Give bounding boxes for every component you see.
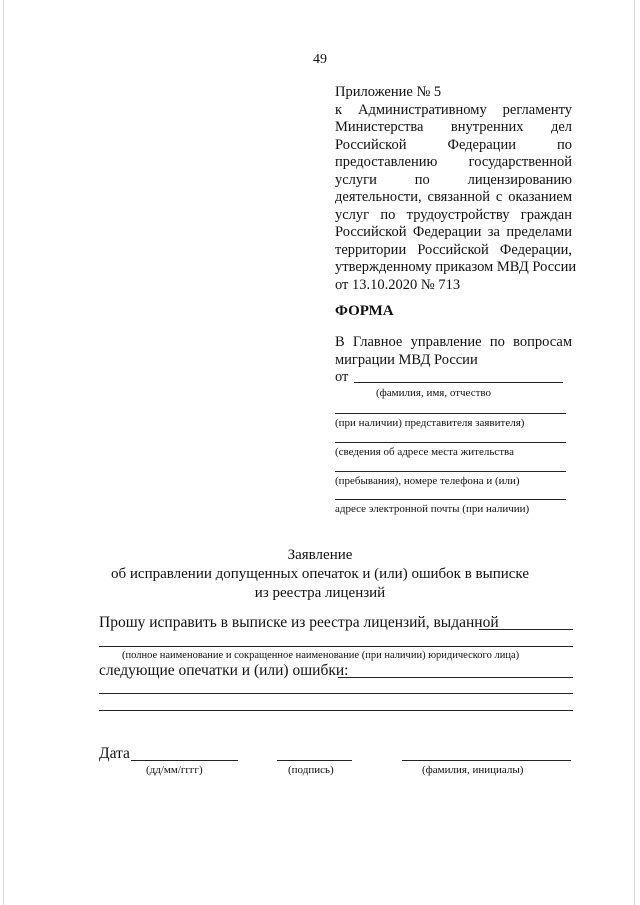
addressee-block xyxy=(335,334,572,369)
address-field[interactable] xyxy=(335,442,566,443)
date-field[interactable] xyxy=(131,760,238,761)
organization-field[interactable] xyxy=(99,646,573,647)
representative-field[interactable] xyxy=(335,413,566,414)
address-caption: (сведения об адресе места жительства xyxy=(335,446,514,458)
appendix-line: предоставлению государственной xyxy=(335,154,572,170)
statement-subtitle: об исправлении допущенных опечаток и (или) ошибок в выписке xyxy=(111,566,529,582)
date-label: Дата xyxy=(99,745,130,762)
appendix-line: деятельности, связанной с оказанием xyxy=(335,189,572,205)
appendix-line: услуги по лицензированию xyxy=(335,171,572,188)
request-text: Прошу исправить в выписке из реестра лицензий, выданной xyxy=(99,614,499,631)
errors-field-line[interactable] xyxy=(99,693,573,694)
organization-caption: (полное наименование и сокращенное наименование (при наличии) юридического лица) xyxy=(122,650,520,661)
signature-field[interactable] xyxy=(277,760,352,761)
errors-field[interactable] xyxy=(338,677,573,678)
phone-caption: (пребывания), номере телефона и (или) xyxy=(335,475,520,487)
addressee-line: миграции МВД России xyxy=(335,351,478,368)
appendix-line: услуг по трудоустройству граждан xyxy=(335,206,572,223)
appendix-last-line: от 13.10.2020 № 713 xyxy=(335,276,461,293)
appendix-line: территории Российской Федерации, xyxy=(335,241,572,258)
appendix-line: Российской Федерации по xyxy=(335,136,572,153)
appendix-line: к Административному регламенту xyxy=(335,101,572,118)
date-caption: (дд/мм/гггг) xyxy=(146,764,203,776)
from-label: от xyxy=(335,369,349,385)
page-right-edge xyxy=(634,0,635,905)
email-field[interactable] xyxy=(335,499,566,500)
errors-field-line[interactable] xyxy=(99,710,573,711)
page-left-edge xyxy=(3,0,4,905)
appendix-line: Российской Федерации за пределами xyxy=(335,224,572,240)
form-label: ФОРМА xyxy=(335,303,394,319)
signature-caption: (подпись) xyxy=(288,764,334,776)
appendix-block xyxy=(335,84,577,294)
appendix-title: Приложение № 5 xyxy=(335,84,442,100)
statement-title: Заявление xyxy=(287,547,353,563)
appendix-line: утвержденному приказом МВД России xyxy=(335,259,577,275)
applicant-name-caption: (фамилия, имя, отчество xyxy=(376,387,492,399)
addressee-line: В Главное управление по вопросам xyxy=(335,334,572,350)
issued-to-field[interactable] xyxy=(479,629,573,630)
email-caption: адресе электронной почты (при наличии) xyxy=(335,503,530,515)
full-name-caption: (фамилия, инициалы) xyxy=(422,764,524,776)
full-name-field[interactable] xyxy=(402,760,571,761)
page-number: 49 xyxy=(313,52,327,67)
statement-subtitle: из реестра лицензий xyxy=(254,585,386,601)
phone-field[interactable] xyxy=(335,471,566,472)
appendix-line: Министерства внутренних дел xyxy=(335,119,572,135)
applicant-name-field[interactable] xyxy=(354,382,563,383)
statement-title-block xyxy=(0,546,640,603)
representative-caption: (при наличии) представителя заявителя) xyxy=(335,417,525,429)
errors-text: следующие опечатки и (или) ошибки: xyxy=(99,662,349,679)
